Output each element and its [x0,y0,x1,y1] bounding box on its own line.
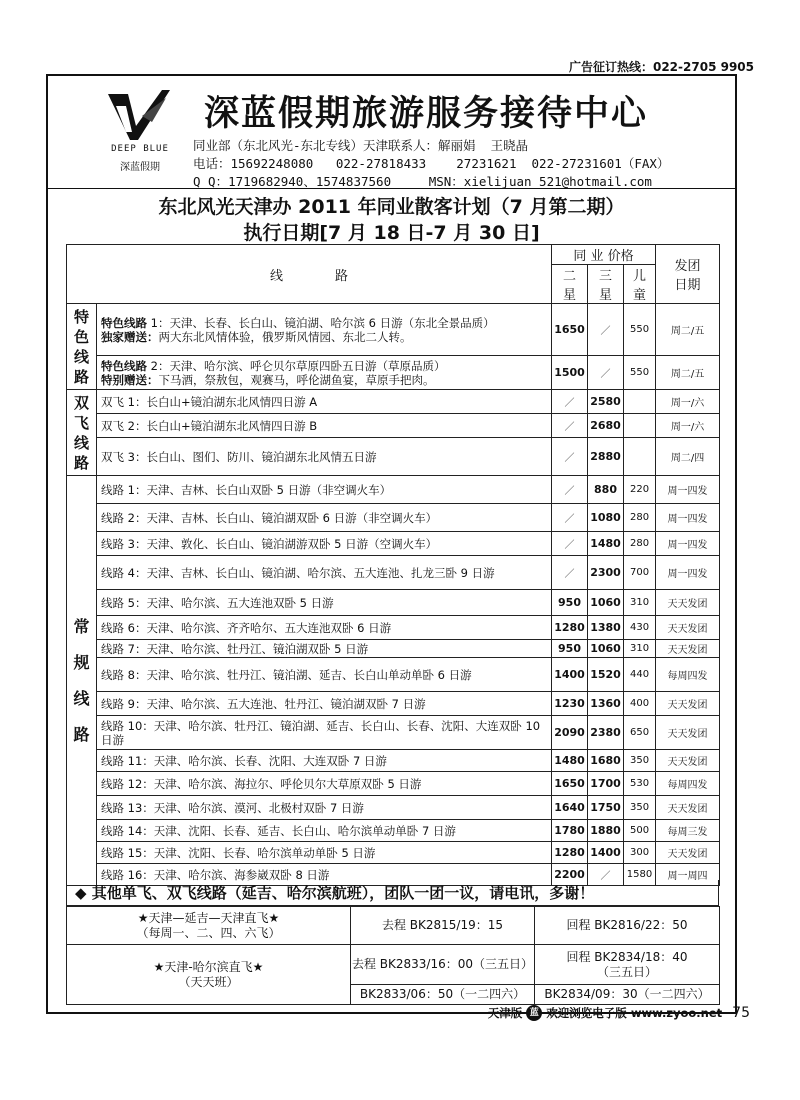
route-cell: 双飞 1：长白山+镜泊湖东北风情四日游 A [97,390,552,414]
category-regular: 常规线路 [67,476,97,886]
depart-day: 周一/六 [656,390,720,414]
flight-row [67,907,720,945]
price-3star: 2580 [588,390,624,414]
route-cell: 线路 7：天津、哈尔滨、牡丹江、镜泊湖双卧 5 日游 [97,640,552,658]
table-row [67,796,720,820]
price-child: 220 [624,476,656,504]
price-3star: 1060 [588,590,624,616]
route-cell: 线路 8：天津、哈尔滨、牡丹江、镜泊湖、延吉、长白山单动单卧 6 日游 [97,658,552,692]
route-cell: 特色线路 1：天津、长春、长白山、镜泊湖、哈尔滨 6 日游（东北全景品质） 独家赠送：两大东北风情体验，俄罗斯风情园、东北二人转。 [97,304,552,356]
depart-day: 天天发团 [656,750,720,772]
price-2star: 2090 [552,716,588,750]
table-row [67,616,720,640]
price-3star: 1750 [588,796,624,820]
price-2star: 950 [552,590,588,616]
price-2star: ／ [552,504,588,532]
price-child: 700 [624,556,656,590]
flight-schedule-table [66,906,720,1005]
depart-day: 每周四发 [656,772,720,796]
price-child [624,414,656,438]
company-logo [100,86,190,173]
price-2star: 1780 [552,820,588,842]
price-child: 350 [624,796,656,820]
price-2star: ／ [552,532,588,556]
route-cell: 线路 16：天津、哈尔滨、海参崴双卧 8 日游 [97,864,552,886]
company-name: 深蓝假期旅游服务接待中心 [204,93,649,134]
header-divider [48,188,735,189]
price-child: 530 [624,772,656,796]
route-cell: 线路 11：天津、哈尔滨、长春、沈阳、大连双卧 7 日游 [97,750,552,772]
price-child: 310 [624,640,656,658]
price-3star: 1080 [588,504,624,532]
table-row [67,772,720,796]
price-3star: 1880 [588,820,624,842]
price-2star: ／ [552,414,588,438]
depart-day: 天天发团 [656,590,720,616]
route-cell: 双飞 3：长白山、图们、防川、镜泊湖东北风情五日游 [97,438,552,476]
table-row [67,842,720,864]
header-3star: 三星 [588,265,624,304]
blue-badge-icon: 蓝 [526,1005,542,1021]
price-child: 550 [624,356,656,390]
table-row [67,716,720,750]
price-child [624,390,656,414]
price-3star: 1680 [588,750,624,772]
price-3star: 1360 [588,692,624,716]
price-3star: 2880 [588,438,624,476]
flight-harbin-return: 回程 BK2834/18：40 （三五日） [535,945,720,985]
price-3star: 1480 [588,532,624,556]
depart-day: 天天发团 [656,692,720,716]
price-2star: ／ [552,556,588,590]
header-2star: 二星 [552,265,588,304]
price-2star: ／ [552,476,588,504]
depart-day: 周一四发 [656,556,720,590]
table-row [67,658,720,692]
route-cell: 线路 5：天津、哈尔滨、五大连池双卧 5 日游 [97,590,552,616]
price-2star: 1400 [552,658,588,692]
price-2star: 1280 [552,842,588,864]
route-cell: 线路 10：天津、哈尔滨、牡丹江、镜泊湖、延吉、长白山、长春、沈阳、大连双卧 10 日游 [97,716,552,750]
table-row [67,820,720,842]
contact-phone: 电话：15692248080 022-27818433 27231621 022-27231601（FAX） [193,156,670,171]
price-2star: 1640 [552,796,588,820]
route-cell: 线路 12：天津、哈尔滨、海拉尔、呼伦贝尔大草原双卧 5 日游 [97,772,552,796]
price-child: 500 [624,820,656,842]
page-frame [46,74,737,1014]
depart-day: 天天发团 [656,842,720,864]
table-row [67,640,720,658]
table-row [67,556,720,590]
price-child: 650 [624,716,656,750]
route-cell: 线路 1：天津、吉林、长白山双卧 5 日游（非空调火车） [97,476,552,504]
price-3star: ／ [588,864,624,886]
header-child: 儿童 [624,265,656,304]
route-cell: 线路 14：天津、沈阳、长春、延吉、长白山、哈尔滨单动单卧 7 日游 [97,820,552,842]
route-cell: 线路 15：天津、沈阳、长春、哈尔滨单动单卧 5 日游 [97,842,552,864]
table-row [67,304,720,356]
price-3star: ／ [588,356,624,390]
flight-harbin-outbound-2: BK2833/06：50（一二四六） [351,985,535,1005]
flight-yanji-name: ★天津—延吉—天津直飞★ [137,910,280,925]
price-3star: ／ [588,304,624,356]
table-row [67,750,720,772]
flight-harbin-return-2: BK2834/09：30（一二四六） [535,985,720,1005]
depart-day: 周一/六 [656,414,720,438]
price-2star: 1500 [552,356,588,390]
depart-day: 周一周四 [656,864,720,886]
header-price: 同 业 价格 [552,245,656,265]
flight-yanji-days: （每周一、二、四、六飞） [136,925,281,940]
price-2star: 1480 [552,750,588,772]
depart-day: 天天发团 [656,796,720,820]
category-double-flight: 双飞线路 [67,390,97,476]
price-3star: 2300 [588,556,624,590]
route-cell: 线路 9：天津、哈尔滨、五大连池、牡丹江、镜泊湖双卧 7 日游 [97,692,552,716]
price-3star: 1380 [588,616,624,640]
table-row [67,356,720,390]
price-3star: 1700 [588,772,624,796]
price-child: 550 [624,304,656,356]
route-cell: 特色线路 2：天津、哈尔滨、呼仑贝尔草原四卧五日游（草原品质） 特别赠送：下马酒，祭敖包，观赛马，呼伦湖鱼宴，草原手把肉。 [97,356,552,390]
plan-dates: 执行日期[7 月 18 日-7 月 30 日] [243,222,540,244]
price-2star: 1230 [552,692,588,716]
price-child: 280 [624,504,656,532]
depart-day: 周一四发 [656,476,720,504]
route-cell: 线路 6：天津、哈尔滨、齐齐哈尔、五大连池双卧 6 日游 [97,616,552,640]
price-2star: 950 [552,640,588,658]
table-row [67,692,720,716]
table-row [67,438,720,476]
page-number: 75 [732,1005,750,1021]
depart-day: 每周三发 [656,820,720,842]
route-cell: 线路 2：天津、吉林、长白山、镜泊湖双卧 6 日游（非空调火车） [97,504,552,532]
header-depart: 发团日期 [656,245,720,304]
plan-title: 东北风光天津办 2011 年同业散客计划（7 月第二期） [158,196,625,218]
price-3star: 1060 [588,640,624,658]
edition-label: 天津版 [487,1006,523,1020]
price-child: 400 [624,692,656,716]
price-3star: 1520 [588,658,624,692]
depart-day: 周二/四 [656,438,720,476]
route-cell: 双飞 2：长白山+镜泊湖东北风情四日游 B [97,414,552,438]
price-2star: ／ [552,390,588,414]
price-child: 280 [624,532,656,556]
ad-hotline: 广告征订热线：022-2705 9905 [568,60,754,74]
depart-day: 天天发团 [656,716,720,750]
price-child: 440 [624,658,656,692]
price-2star: 2200 [552,864,588,886]
flight-yanji-outbound: 去程 BK2815/19：15 [351,907,535,945]
price-3star: 2680 [588,414,624,438]
route-cell: 线路 13：天津、哈尔滨、漠河、北极村双卧 7 日游 [97,796,552,820]
depart-day: 周一四发 [656,504,720,532]
table-row [67,504,720,532]
route-cell: 线路 4：天津、吉林、长白山、镜泊湖、哈尔滨、五大连池、扎龙三卧 9 日游 [97,556,552,590]
table-row [67,590,720,616]
depart-day: 周二/五 [656,304,720,356]
other-routes-note: ◆ 其他单飞、双飞线路（延吉、哈尔滨航班），团队一团一议，请电讯，多谢！ [66,880,719,906]
table-row [67,390,720,414]
price-3star: 2380 [588,716,624,750]
logo-english: DEEP BLUE [111,144,169,154]
table-row [67,414,720,438]
depart-day: 周一四发 [656,532,720,556]
flight-harbin-days: （天天班） [178,974,239,989]
depart-day: 天天发团 [656,616,720,640]
price-3star: 880 [588,476,624,504]
price-3star: 1400 [588,842,624,864]
price-2star: 1280 [552,616,588,640]
flight-yanji-return: 回程 BK2816/22：50 [535,907,720,945]
depart-day: 每周四发 [656,658,720,692]
page-footer [488,1005,750,1021]
header-route: 线 路 [67,245,552,304]
depart-day: 周二/五 [656,356,720,390]
contact-qq-msn: Q Q：1719682940、1574837560 MSN：xielijuan_521@hotmail.com [193,174,652,189]
flight-yanji [67,907,351,945]
price-2star: 1650 [552,772,588,796]
deep-blue-logo-icon [102,86,172,142]
category-special: 特色线路 [67,304,97,390]
price-child: 1580 [624,864,656,886]
price-2star: 1650 [552,304,588,356]
website-slogan[interactable]: 欢迎浏览电子版 www.zyoo.net [546,1006,723,1020]
price-child: 310 [624,590,656,616]
logo-chinese: 深蓝假期 [120,162,160,173]
route-cell: 线路 3：天津、敦化、长白山、镜泊湖游双卧 5 日游（空调火车） [97,532,552,556]
price-child: 350 [624,750,656,772]
flight-harbin-outbound: 去程 BK2833/16：00（三五日） [351,945,535,985]
flight-row [67,945,720,985]
price-2star: ／ [552,438,588,476]
price-child: 430 [624,616,656,640]
table-row [67,476,720,504]
depart-day: 天天发团 [656,640,720,658]
table-row [67,532,720,556]
route-price-table [66,244,720,886]
flight-harbin [67,945,351,1005]
flight-harbin-name: ★天津-哈尔滨直飞★ [153,959,264,974]
price-child [624,438,656,476]
contact-people: 同业部（东北风光-东北专线）天津联系人：解丽娟 王晓晶 [193,138,529,153]
price-child: 300 [624,842,656,864]
